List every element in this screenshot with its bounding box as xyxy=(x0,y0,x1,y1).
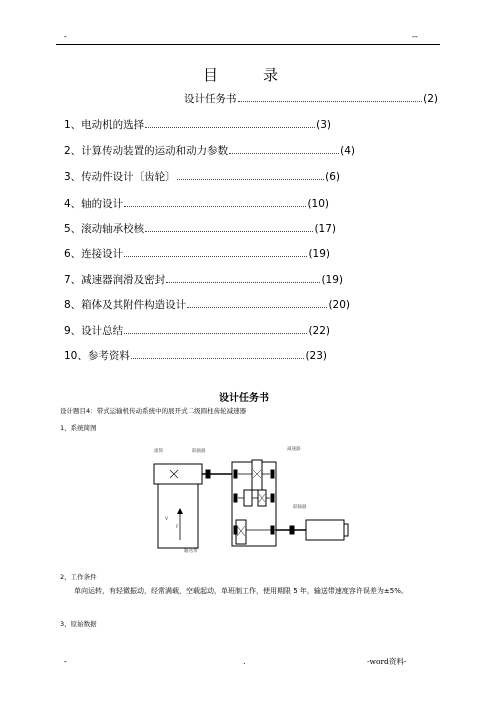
toc-entry-page: (6) xyxy=(325,171,340,183)
toc-leader xyxy=(238,101,423,102)
toc-entry-label: 2、计算传动装置的运动和动力参数 xyxy=(64,145,229,157)
toc-leader xyxy=(124,206,306,207)
coupling-input xyxy=(290,526,294,534)
toc-entry-page: (23) xyxy=(305,350,327,362)
toc-entry-6[interactable] xyxy=(64,246,330,261)
toc-entry-10[interactable] xyxy=(64,348,327,363)
toc-entry-8[interactable] xyxy=(64,297,350,312)
toc-entry-label: 8、箱体及其附件构造设计 xyxy=(64,299,187,311)
toc-entry-page: (19) xyxy=(308,248,330,260)
toc-entry-label: 6、连接设计 xyxy=(64,248,124,260)
toc-entry-0[interactable] xyxy=(184,91,438,106)
gear-small-1 xyxy=(244,490,252,506)
toc-entry-page: (10) xyxy=(307,198,329,210)
task-topic: 设计题目4：带式运输机传动系统中的展开式二级圆柱齿轮减速器 xyxy=(60,407,247,415)
toc-entry-label: 9、设计总结 xyxy=(64,325,124,337)
toc-entry-1[interactable] xyxy=(64,117,331,132)
toc-entry-5[interactable] xyxy=(64,221,336,236)
toc-entry-page: (19) xyxy=(321,274,343,286)
section-2-heading: 2、工作条件 xyxy=(60,573,97,581)
toc-leader xyxy=(145,127,315,128)
toc-entry-page: (17) xyxy=(314,223,336,235)
label-v: V xyxy=(165,517,169,522)
toc-leader xyxy=(131,358,305,359)
section-3-heading: 3、原始数据 xyxy=(60,620,97,628)
toc-leader xyxy=(187,307,327,308)
label-drum: 滚筒 xyxy=(154,449,163,454)
toc-entry-label: 1、电动机的选择 xyxy=(64,119,145,131)
toc-leader xyxy=(229,153,339,154)
header-right-mark: -- xyxy=(412,32,418,41)
toc-entry-page: (20) xyxy=(328,299,350,311)
label-f: F xyxy=(176,525,179,530)
label-coupling-top: 联轴器 xyxy=(192,449,206,454)
toc-entry-4[interactable] xyxy=(64,196,329,211)
footer-right: -word资料- xyxy=(367,657,407,666)
toc-leader xyxy=(177,179,324,180)
task-title: 设计任务书 xyxy=(219,393,269,404)
toc-entry-9[interactable] xyxy=(64,323,330,338)
toc-entry-label: 4、轴的设计 xyxy=(64,198,124,210)
toc-entry-7[interactable] xyxy=(64,272,343,287)
toc-entry-page: (2) xyxy=(423,93,438,105)
label-reducer: 减速器 xyxy=(287,447,301,452)
system-diagram xyxy=(140,440,360,560)
toc-entry-label: 7、减速器润滑及密封 xyxy=(64,274,166,286)
footer-center: . xyxy=(243,657,246,666)
footer-left: - xyxy=(64,657,67,666)
toc-entry-label: 设计任务书 xyxy=(184,93,237,105)
motor xyxy=(306,520,344,540)
toc-entry-label: 5、滚动轴承校核 xyxy=(64,223,145,235)
toc-leader xyxy=(124,256,307,257)
gear-large-1 xyxy=(252,460,262,490)
toc-entry-page: (22) xyxy=(308,325,330,337)
toc-leader xyxy=(166,282,320,283)
label-belt: 输送带 xyxy=(184,549,198,554)
toc-leader xyxy=(124,333,307,334)
toc-leader xyxy=(145,231,313,232)
label-coupling-right: 联轴器 xyxy=(293,505,307,510)
header-rule xyxy=(56,44,440,45)
work-conditions: 单向运转，有轻微振动，经常满载，空载起动，单班制工作，使用期限 5 年，输送带速度容许误差为±5%。 xyxy=(74,587,408,595)
drum xyxy=(154,464,202,484)
toc-entry-page: (3) xyxy=(316,119,331,131)
toc-entry-label: 10、参考资料 xyxy=(64,350,130,362)
toc-entry-3[interactable] xyxy=(64,169,340,184)
header-left-mark: - xyxy=(64,32,67,41)
section-1-heading: 1、系统简图 xyxy=(60,424,97,432)
toc-entry-2[interactable] xyxy=(64,143,355,158)
toc-title: 目 录 xyxy=(203,66,279,84)
toc-entry-page: (4) xyxy=(340,145,355,157)
coupling-output xyxy=(206,470,210,478)
toc-entry-label: 3、传动件设计〔齿轮〕 xyxy=(64,171,176,183)
